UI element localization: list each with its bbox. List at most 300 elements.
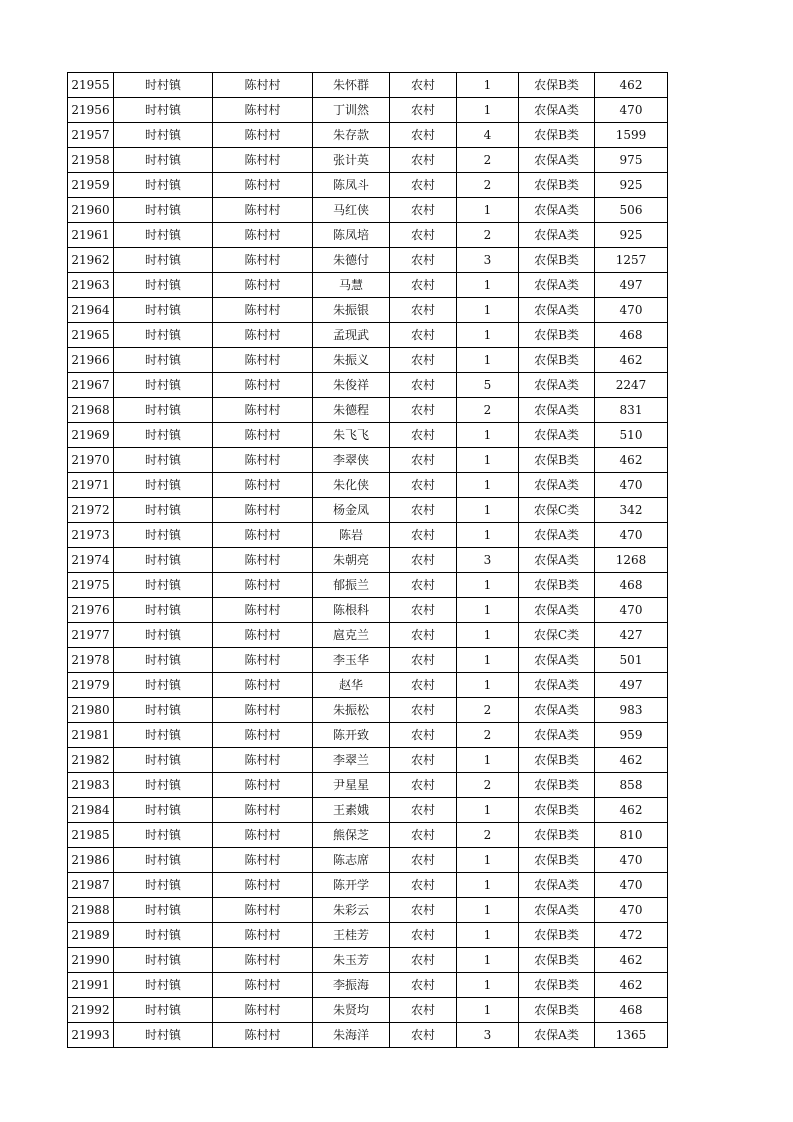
cell-area-type: 农村 xyxy=(390,648,457,673)
cell-area-type: 农村 xyxy=(390,1023,457,1048)
cell-amount: 462 xyxy=(595,448,668,473)
table-row xyxy=(68,323,668,348)
cell-category: 农保A类 xyxy=(519,148,595,173)
cell-row-id: 21965 xyxy=(68,323,114,348)
cell-town: 时村镇 xyxy=(114,773,213,798)
table-row xyxy=(68,573,668,598)
cell-count: 1 xyxy=(457,523,519,548)
cell-area-type: 农村 xyxy=(390,573,457,598)
cell-count: 1 xyxy=(457,948,519,973)
cell-count: 1 xyxy=(457,673,519,698)
cell-village: 陈村村 xyxy=(213,998,313,1023)
cell-village: 陈村村 xyxy=(213,798,313,823)
cell-area-type: 农村 xyxy=(390,323,457,348)
cell-row-id: 21967 xyxy=(68,373,114,398)
cell-amount: 470 xyxy=(595,523,668,548)
cell-category: 农保B类 xyxy=(519,998,595,1023)
cell-row-id: 21989 xyxy=(68,923,114,948)
table-row xyxy=(68,373,668,398)
cell-name: 马红侠 xyxy=(313,198,390,223)
cell-row-id: 21976 xyxy=(68,598,114,623)
cell-amount: 497 xyxy=(595,273,668,298)
cell-name: 朱海洋 xyxy=(313,1023,390,1048)
cell-amount: 462 xyxy=(595,948,668,973)
cell-village: 陈村村 xyxy=(213,123,313,148)
cell-row-id: 21964 xyxy=(68,298,114,323)
cell-area-type: 农村 xyxy=(390,398,457,423)
cell-village: 陈村村 xyxy=(213,573,313,598)
cell-area-type: 农村 xyxy=(390,623,457,648)
cell-town: 时村镇 xyxy=(114,798,213,823)
table-row xyxy=(68,248,668,273)
table-row xyxy=(68,398,668,423)
cell-name: 孟现武 xyxy=(313,323,390,348)
cell-village: 陈村村 xyxy=(213,298,313,323)
cell-count: 1 xyxy=(457,323,519,348)
cell-category: 农保B类 xyxy=(519,248,595,273)
cell-row-id: 21958 xyxy=(68,148,114,173)
cell-amount: 462 xyxy=(595,348,668,373)
cell-count: 1 xyxy=(457,973,519,998)
cell-town: 时村镇 xyxy=(114,948,213,973)
cell-name: 朱玉芳 xyxy=(313,948,390,973)
cell-village: 陈村村 xyxy=(213,748,313,773)
cell-category: 农保B类 xyxy=(519,348,595,373)
table-row xyxy=(68,723,668,748)
cell-category: 农保B类 xyxy=(519,973,595,998)
table-row xyxy=(68,773,668,798)
cell-area-type: 农村 xyxy=(390,798,457,823)
cell-count: 1 xyxy=(457,348,519,373)
cell-village: 陈村村 xyxy=(213,398,313,423)
cell-row-id: 21974 xyxy=(68,548,114,573)
cell-name: 朱振银 xyxy=(313,298,390,323)
cell-town: 时村镇 xyxy=(114,448,213,473)
cell-town: 时村镇 xyxy=(114,498,213,523)
cell-area-type: 农村 xyxy=(390,523,457,548)
cell-amount: 983 xyxy=(595,698,668,723)
cell-category: 农保A类 xyxy=(519,673,595,698)
cell-area-type: 农村 xyxy=(390,148,457,173)
table-row xyxy=(68,648,668,673)
table-row xyxy=(68,998,668,1023)
cell-name: 陈开致 xyxy=(313,723,390,748)
cell-name: 陈志席 xyxy=(313,848,390,873)
cell-name: 陈根科 xyxy=(313,598,390,623)
cell-amount: 342 xyxy=(595,498,668,523)
cell-area-type: 农村 xyxy=(390,848,457,873)
table-row xyxy=(68,948,668,973)
cell-town: 时村镇 xyxy=(114,123,213,148)
cell-village: 陈村村 xyxy=(213,548,313,573)
cell-count: 2 xyxy=(457,173,519,198)
cell-count: 1 xyxy=(457,598,519,623)
cell-count: 1 xyxy=(457,298,519,323)
cell-name: 朱飞飞 xyxy=(313,423,390,448)
cell-town: 时村镇 xyxy=(114,648,213,673)
cell-town: 时村镇 xyxy=(114,898,213,923)
table-row xyxy=(68,98,668,123)
cell-village: 陈村村 xyxy=(213,148,313,173)
cell-village: 陈村村 xyxy=(213,223,313,248)
cell-area-type: 农村 xyxy=(390,373,457,398)
cell-category: 农保A类 xyxy=(519,98,595,123)
cell-name: 朱朝亮 xyxy=(313,548,390,573)
cell-row-id: 21963 xyxy=(68,273,114,298)
cell-village: 陈村村 xyxy=(213,848,313,873)
cell-amount: 1365 xyxy=(595,1023,668,1048)
cell-amount: 470 xyxy=(595,848,668,873)
cell-town: 时村镇 xyxy=(114,1023,213,1048)
cell-row-id: 21990 xyxy=(68,948,114,973)
cell-name: 朱俊祥 xyxy=(313,373,390,398)
cell-name: 李翠侠 xyxy=(313,448,390,473)
table-row xyxy=(68,298,668,323)
cell-name: 尹星星 xyxy=(313,773,390,798)
cell-amount: 1599 xyxy=(595,123,668,148)
cell-category: 农保B类 xyxy=(519,173,595,198)
cell-area-type: 农村 xyxy=(390,473,457,498)
cell-town: 时村镇 xyxy=(114,523,213,548)
cell-count: 1 xyxy=(457,748,519,773)
cell-row-id: 21959 xyxy=(68,173,114,198)
cell-category: 农保A类 xyxy=(519,473,595,498)
cell-amount: 470 xyxy=(595,598,668,623)
cell-village: 陈村村 xyxy=(213,1023,313,1048)
cell-category: 农保A类 xyxy=(519,523,595,548)
cell-area-type: 农村 xyxy=(390,223,457,248)
cell-village: 陈村村 xyxy=(213,898,313,923)
cell-category: 农保C类 xyxy=(519,623,595,648)
cell-row-id: 21985 xyxy=(68,823,114,848)
cell-amount: 1268 xyxy=(595,548,668,573)
cell-amount: 925 xyxy=(595,223,668,248)
cell-amount: 858 xyxy=(595,773,668,798)
cell-town: 时村镇 xyxy=(114,698,213,723)
cell-name: 朱德付 xyxy=(313,248,390,273)
cell-village: 陈村村 xyxy=(213,198,313,223)
cell-village: 陈村村 xyxy=(213,98,313,123)
cell-count: 1 xyxy=(457,573,519,598)
cell-row-id: 21981 xyxy=(68,723,114,748)
cell-village: 陈村村 xyxy=(213,323,313,348)
table-row xyxy=(68,898,668,923)
cell-area-type: 农村 xyxy=(390,773,457,798)
table-row xyxy=(68,348,668,373)
table-row xyxy=(68,223,668,248)
cell-name: 李振海 xyxy=(313,973,390,998)
cell-area-type: 农村 xyxy=(390,498,457,523)
cell-area-type: 农村 xyxy=(390,273,457,298)
cell-village: 陈村村 xyxy=(213,923,313,948)
cell-count: 1 xyxy=(457,898,519,923)
cell-row-id: 21962 xyxy=(68,248,114,273)
cell-category: 农保B类 xyxy=(519,73,595,98)
cell-town: 时村镇 xyxy=(114,673,213,698)
cell-category: 农保A类 xyxy=(519,873,595,898)
cell-count: 3 xyxy=(457,1023,519,1048)
table-row xyxy=(68,923,668,948)
cell-count: 2 xyxy=(457,723,519,748)
cell-count: 2 xyxy=(457,773,519,798)
table-row xyxy=(68,123,668,148)
cell-count: 4 xyxy=(457,123,519,148)
cell-name: 马慧 xyxy=(313,273,390,298)
cell-category: 农保A类 xyxy=(519,398,595,423)
cell-village: 陈村村 xyxy=(213,423,313,448)
cell-amount: 831 xyxy=(595,398,668,423)
table-row xyxy=(68,873,668,898)
cell-town: 时村镇 xyxy=(114,348,213,373)
cell-village: 陈村村 xyxy=(213,823,313,848)
cell-count: 2 xyxy=(457,398,519,423)
cell-count: 1 xyxy=(457,473,519,498)
cell-amount: 427 xyxy=(595,623,668,648)
cell-category: 农保A类 xyxy=(519,1023,595,1048)
cell-category: 农保A类 xyxy=(519,898,595,923)
cell-count: 1 xyxy=(457,923,519,948)
cell-category: 农保B类 xyxy=(519,848,595,873)
cell-count: 1 xyxy=(457,273,519,298)
cell-area-type: 农村 xyxy=(390,73,457,98)
cell-count: 1 xyxy=(457,848,519,873)
cell-category: 农保B类 xyxy=(519,823,595,848)
cell-town: 时村镇 xyxy=(114,598,213,623)
cell-town: 时村镇 xyxy=(114,973,213,998)
cell-row-id: 21978 xyxy=(68,648,114,673)
table-row xyxy=(68,673,668,698)
cell-name: 朱贤均 xyxy=(313,998,390,1023)
cell-count: 1 xyxy=(457,198,519,223)
cell-row-id: 21977 xyxy=(68,623,114,648)
cell-row-id: 21986 xyxy=(68,848,114,873)
cell-town: 时村镇 xyxy=(114,198,213,223)
cell-amount: 470 xyxy=(595,873,668,898)
cell-name: 王桂芳 xyxy=(313,923,390,948)
cell-town: 时村镇 xyxy=(114,273,213,298)
table-row xyxy=(68,523,668,548)
cell-amount: 462 xyxy=(595,798,668,823)
cell-town: 时村镇 xyxy=(114,423,213,448)
cell-row-id: 21988 xyxy=(68,898,114,923)
cell-amount: 470 xyxy=(595,473,668,498)
cell-town: 时村镇 xyxy=(114,548,213,573)
cell-village: 陈村村 xyxy=(213,473,313,498)
cell-amount: 470 xyxy=(595,898,668,923)
cell-area-type: 农村 xyxy=(390,173,457,198)
cell-category: 农保B类 xyxy=(519,798,595,823)
cell-name: 陈凤斗 xyxy=(313,173,390,198)
table-row xyxy=(68,173,668,198)
cell-count: 3 xyxy=(457,548,519,573)
table-row xyxy=(68,473,668,498)
cell-row-id: 21971 xyxy=(68,473,114,498)
cell-row-id: 21955 xyxy=(68,73,114,98)
cell-count: 1 xyxy=(457,73,519,98)
cell-name: 赵华 xyxy=(313,673,390,698)
table-row xyxy=(68,698,668,723)
cell-amount: 510 xyxy=(595,423,668,448)
cell-category: 农保A类 xyxy=(519,373,595,398)
cell-amount: 925 xyxy=(595,173,668,198)
cell-count: 1 xyxy=(457,98,519,123)
cell-name: 王素娥 xyxy=(313,798,390,823)
cell-area-type: 农村 xyxy=(390,873,457,898)
cell-amount: 468 xyxy=(595,573,668,598)
cell-area-type: 农村 xyxy=(390,98,457,123)
cell-category: 农保B类 xyxy=(519,123,595,148)
cell-town: 时村镇 xyxy=(114,73,213,98)
cell-name: 陈开学 xyxy=(313,873,390,898)
table-row xyxy=(68,448,668,473)
cell-name: 李玉华 xyxy=(313,648,390,673)
cell-town: 时村镇 xyxy=(114,173,213,198)
cell-village: 陈村村 xyxy=(213,623,313,648)
table-row xyxy=(68,848,668,873)
cell-village: 陈村村 xyxy=(213,673,313,698)
cell-amount: 501 xyxy=(595,648,668,673)
cell-amount: 462 xyxy=(595,748,668,773)
cell-area-type: 农村 xyxy=(390,923,457,948)
cell-amount: 1257 xyxy=(595,248,668,273)
cell-row-id: 21957 xyxy=(68,123,114,148)
cell-amount: 810 xyxy=(595,823,668,848)
cell-town: 时村镇 xyxy=(114,298,213,323)
cell-town: 时村镇 xyxy=(114,323,213,348)
cell-village: 陈村村 xyxy=(213,723,313,748)
cell-village: 陈村村 xyxy=(213,248,313,273)
table-body xyxy=(68,73,668,1048)
cell-row-id: 21983 xyxy=(68,773,114,798)
cell-count: 1 xyxy=(457,448,519,473)
table-row xyxy=(68,198,668,223)
cell-row-id: 21966 xyxy=(68,348,114,373)
cell-row-id: 21968 xyxy=(68,398,114,423)
cell-town: 时村镇 xyxy=(114,623,213,648)
cell-count: 1 xyxy=(457,798,519,823)
cell-amount: 462 xyxy=(595,73,668,98)
cell-town: 时村镇 xyxy=(114,148,213,173)
cell-area-type: 农村 xyxy=(390,673,457,698)
cell-count: 2 xyxy=(457,823,519,848)
cell-village: 陈村村 xyxy=(213,373,313,398)
cell-name: 朱德程 xyxy=(313,398,390,423)
table-row xyxy=(68,273,668,298)
cell-town: 时村镇 xyxy=(114,98,213,123)
cell-row-id: 21972 xyxy=(68,498,114,523)
table-row xyxy=(68,1023,668,1048)
cell-row-id: 21973 xyxy=(68,523,114,548)
cell-count: 2 xyxy=(457,698,519,723)
cell-category: 农保A类 xyxy=(519,198,595,223)
cell-count: 1 xyxy=(457,423,519,448)
cell-amount: 470 xyxy=(595,98,668,123)
cell-village: 陈村村 xyxy=(213,773,313,798)
cell-row-id: 21979 xyxy=(68,673,114,698)
cell-village: 陈村村 xyxy=(213,698,313,723)
cell-amount: 472 xyxy=(595,923,668,948)
cell-category: 农保B类 xyxy=(519,748,595,773)
table-row xyxy=(68,148,668,173)
cell-name: 杨金凤 xyxy=(313,498,390,523)
data-table xyxy=(67,72,668,1048)
cell-village: 陈村村 xyxy=(213,348,313,373)
cell-category: 农保B类 xyxy=(519,773,595,798)
cell-town: 时村镇 xyxy=(114,748,213,773)
cell-village: 陈村村 xyxy=(213,873,313,898)
cell-count: 1 xyxy=(457,648,519,673)
cell-name: 朱存款 xyxy=(313,123,390,148)
cell-count: 1 xyxy=(457,998,519,1023)
cell-name: 朱振义 xyxy=(313,348,390,373)
table-row xyxy=(68,73,668,98)
cell-amount: 975 xyxy=(595,148,668,173)
cell-village: 陈村村 xyxy=(213,173,313,198)
cell-amount: 497 xyxy=(595,673,668,698)
cell-category: 农保A类 xyxy=(519,648,595,673)
cell-row-id: 21970 xyxy=(68,448,114,473)
cell-town: 时村镇 xyxy=(114,573,213,598)
cell-name: 陈岩 xyxy=(313,523,390,548)
cell-row-id: 21980 xyxy=(68,698,114,723)
cell-category: 农保A类 xyxy=(519,698,595,723)
cell-row-id: 21956 xyxy=(68,98,114,123)
cell-village: 陈村村 xyxy=(213,948,313,973)
cell-count: 5 xyxy=(457,373,519,398)
cell-row-id: 21969 xyxy=(68,423,114,448)
cell-area-type: 农村 xyxy=(390,548,457,573)
cell-area-type: 农村 xyxy=(390,423,457,448)
cell-row-id: 21987 xyxy=(68,873,114,898)
cell-area-type: 农村 xyxy=(390,123,457,148)
cell-area-type: 农村 xyxy=(390,948,457,973)
cell-village: 陈村村 xyxy=(213,498,313,523)
cell-name: 朱振松 xyxy=(313,698,390,723)
cell-area-type: 农村 xyxy=(390,748,457,773)
table-row xyxy=(68,798,668,823)
cell-category: 农保A类 xyxy=(519,273,595,298)
cell-category: 农保B类 xyxy=(519,923,595,948)
cell-row-id: 21961 xyxy=(68,223,114,248)
cell-area-type: 农村 xyxy=(390,973,457,998)
cell-count: 1 xyxy=(457,623,519,648)
table-row xyxy=(68,423,668,448)
cell-category: 农保B类 xyxy=(519,573,595,598)
cell-category: 农保A类 xyxy=(519,223,595,248)
cell-category: 农保B类 xyxy=(519,323,595,348)
cell-category: 农保A类 xyxy=(519,548,595,573)
cell-area-type: 农村 xyxy=(390,248,457,273)
cell-town: 时村镇 xyxy=(114,398,213,423)
cell-name: 朱化侠 xyxy=(313,473,390,498)
cell-name: 扈克兰 xyxy=(313,623,390,648)
cell-count: 1 xyxy=(457,873,519,898)
cell-category: 农保B类 xyxy=(519,448,595,473)
cell-category: 农保A类 xyxy=(519,423,595,448)
cell-village: 陈村村 xyxy=(213,648,313,673)
cell-name: 郁振兰 xyxy=(313,573,390,598)
cell-town: 时村镇 xyxy=(114,473,213,498)
table-row xyxy=(68,748,668,773)
cell-area-type: 农村 xyxy=(390,723,457,748)
cell-town: 时村镇 xyxy=(114,373,213,398)
cell-row-id: 21975 xyxy=(68,573,114,598)
cell-count: 1 xyxy=(457,498,519,523)
cell-area-type: 农村 xyxy=(390,448,457,473)
cell-amount: 959 xyxy=(595,723,668,748)
table-row xyxy=(68,973,668,998)
cell-area-type: 农村 xyxy=(390,698,457,723)
